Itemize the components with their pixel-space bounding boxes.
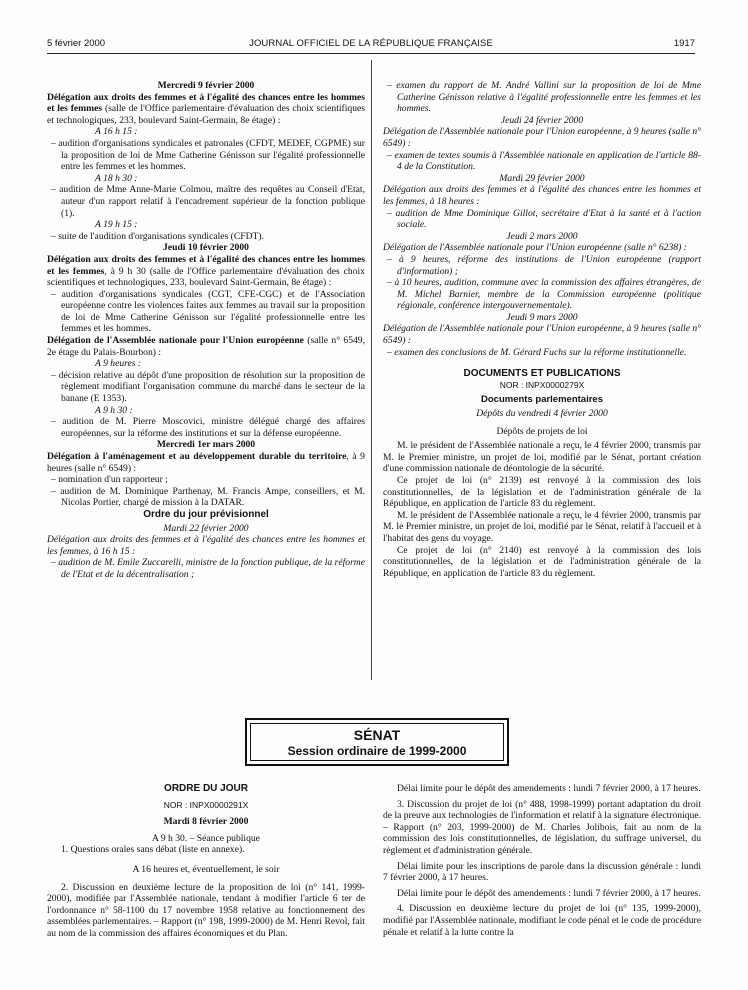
time-slot: A 16 h 15 :	[95, 126, 138, 138]
agenda-item: – audition de M. Dominique Parthenay, M. Francis Ampe, conseillers, et M. Nicolas Portier, chargé de mission à la DATAR.	[51, 485, 365, 509]
agenda-item: – audition de Mme Dominique Gillot, secrétaire d'Etat à la santé et à l'action sociale.	[387, 207, 701, 231]
date-heading: Mardi 29 février 2000	[499, 172, 585, 184]
delegation-entry: Délégation aux droits des femmes et à l'égalité des chances entre les hommes et les femmes (salle de l'Office parlementaire d'évaluation des choix scientifiques et technologiques, 233, boulevard Saint-Germain, 8e étage) :	[47, 91, 366, 126]
right-column	[383, 80, 701, 579]
date-heading: Jeudi 2 mars 2000	[506, 230, 578, 242]
column-divider	[371, 60, 372, 680]
session-time: A 16 heures et, éventuellement, le soir	[132, 863, 280, 875]
deadline-note: Délai limite pour les inscriptions de parole dans la discussion générale : lundi 7 février 2000, à 17 heures.	[383, 860, 701, 884]
agenda-item: – examen de textes soumis à l'Assemblée nationale en application de l'article 88-4 de la Constitution.	[387, 149, 701, 173]
deadline-note: Délai limite pour le dépôt des amendements : lundi 7 février 2000, à 17 heures.	[397, 887, 701, 899]
agenda-item: – examen des conclusions de M. Gérard Fuchs sur la réforme institutionnelle.	[387, 346, 687, 358]
delegation-entry: Délégation de l'Assemblée nationale pour l'Union européenne (salle n° 6549, 2e étage du Palais-Bourbon) :	[47, 335, 365, 358]
section-heading: DOCUMENTS ET PUBLICATIONS	[463, 368, 621, 380]
agenda-item: – à 10 heures, audition, commune avec la commission des affaires étrangères, de M. Michel Barnier, membre de la Commission européenne (politique régionale, conférence intergouvernementale).	[387, 277, 701, 312]
date-heading: Jeudi 10 février 2000	[163, 242, 249, 254]
section-heading: ORDRE DU JOUR	[164, 783, 248, 794]
header-date: 5 février 2000	[47, 38, 106, 49]
left-column	[47, 80, 365, 581]
date-heading: Jeudi 24 février 2000	[500, 114, 584, 126]
paragraph: M. le président de l'Assemblée nationale a reçu, le 4 février 2000, transmis par M. le Premier ministre, un projet de loi, modifié par le Sénat, relatif à l'accueil et à l'habitat des gens du voyage.	[383, 509, 701, 544]
date-heading: Mardi 22 février 2000	[163, 522, 249, 534]
agenda-item: 2. Discussion en deuxième lecture de la proposition de loi (n° 141, 1999-2000), modifiée par l'Assemblée nationale, tendant à modifier l'article 6 ter de l'ordonnance n° 58-1100 du 17 novembre 1958 relative au fonctionnement des assemblées parlementaires. – Rapport (n° 198, 1999-2000) de M. Henri Revol, fait au nom de la commission des affaires économiques et du Plan.	[47, 881, 365, 939]
agenda-item: – audition d'organisations syndicales et patronales (CFDT, MEDEF, CGPME) sur la proposition de loi de Mme Catherine Génisson sur l'égalité professionnelle entre les femmes et les hommes.	[51, 137, 365, 173]
date-heading: Mercredi 9 février 2000	[157, 80, 255, 91]
delegation-entry: Délégation de l'Assemblée nationale pour l'Union européenne (salle n° 6238) :	[383, 242, 687, 254]
agenda-item: – audition de M. Emile Zuccarelli, ministre de la fonction publique, de la réforme de l'Etat et de la décentralisation ;	[51, 557, 365, 580]
agenda-item: – suite de l'audition d'organisations syndicales (CFDT).	[51, 230, 264, 242]
agenda-item: – audition de Mme Anne-Marie Colmou, maître des requêtes au Conseil d'Etat, auteur d'un rapport relatif à l'encadrement supérieur de la fonction publique (1).	[51, 184, 365, 219]
senat-title: SÉNAT	[353, 727, 401, 743]
nor-reference: NOR : INPX0000279X	[499, 379, 585, 390]
paragraph: Ce projet de loi (n° 2139) est renvoyé à la commission des lois constitutionnelles, de la législation et de l'administration générale de la République, en application de l'article 83 du règlement.	[383, 475, 701, 510]
time-slot: A 9 h 30 :	[95, 404, 133, 416]
header-journal-title: JOURNAL OFFICIEL DE LA RÉPUBLIQUE FRANÇAISE	[249, 38, 493, 49]
delegation-entry: Délégation aux droits des femmes et à l'égalité des chances entre les hommes et les femmes, à 16 h 15 :	[47, 534, 365, 557]
session-subtitle: Session ordinaire de 1999-2000	[287, 744, 467, 758]
deposit-type: Dépôts de projets de loi	[496, 425, 588, 437]
senat-title-box	[245, 718, 509, 766]
header-rule	[47, 53, 695, 54]
deposit-date: Dépôts du vendredi 4 février 2000	[476, 408, 608, 420]
agenda-item: – à 9 heures, réforme des institutions de l'Union européenne (rapport d'information) ;	[387, 253, 701, 277]
agenda-item: 3. Discussion du projet de loi (n° 488, 1998-1999) portant adaptation du droit de la preuve aux technologies de l'information et relatif à la signature électronique. – Rapport (n° 203, 1999-2000) de M. Charles Jolibois, fait au nom de la commission des lois constitutionnelles, de législation, du suffrage universel, du règlement et d'administration générale.	[383, 798, 701, 856]
agenda-item: – examen du rapport de M. André Vallini sur la proposition de loi de Mme Catherine Génisson relative à l'égalité professionnelle entre les femmes et les hommes.	[387, 80, 701, 115]
deadline-note: Délai limite pour le dépôt des amendements : lundi 7 février 2000, à 17 heures.	[397, 783, 701, 794]
agenda-item: – nomination d'un rapporteur ;	[51, 474, 168, 486]
delegation-entry: Délégation aux droits des femmes et à l'égalité des chances entre les hommes et les femmes, à 18 heures :	[383, 184, 701, 207]
delegation-entry: Délégation à l'aménagement et au développement durable du territoire, à 9 heures (salle n° 6549) :	[47, 451, 365, 474]
session-time: A 9 h 30. – Séance publique	[152, 832, 260, 844]
time-slot: A 18 h 30 :	[95, 172, 138, 184]
paragraph: Ce projet de loi (n° 2140) est renvoyé à la commission des lois constitutionnelles, de la législation et de l'administration générale de la République, en application de l'article 83 du règlement.	[383, 544, 701, 579]
agenda-item: – décision relative au dépôt d'une proposition de résolution sur la proposition de règlement modifiant l'organisation commune du marché dans le secteur de la banane (E 1353).	[51, 369, 365, 405]
date-heading: Mardi 8 février 2000	[163, 816, 249, 828]
bottom-left-column	[47, 783, 365, 940]
agenda-item: – audition de M. Pierre Moscovici, ministre délégué chargé des affaires européennes, sur la réforme des institutions et sur la défense européenne.	[51, 416, 365, 439]
subsection-heading: Documents parlementaires	[481, 394, 603, 406]
date-heading: Mercredi 1er mars 2000	[156, 439, 256, 451]
time-slot: A 9 heures :	[95, 358, 142, 370]
header-page-number: 1917	[673, 38, 695, 49]
paragraph: M. le président de l'Assemblée nationale a reçu, le 4 février 2000, transmis par M. le Premier ministre, un projet de loi, modifié par le Sénat, portant création d'une commission nationale de déontologie de la sécurité.	[383, 440, 701, 475]
delegation-entry: Délégation aux droits des femmes et à l'égalité des chances entre les hommes et les femmes, à 9 h 30 (salle de l'Office parlementaire d'évaluation des choix scientifiques et technologiques, 233, boulevard Saint-Germain, 8e étage) :	[47, 253, 365, 289]
agenda-item: 4. Discussion en deuxième lecture du projet de loi (n° 135, 1999-2000), modifié par l'Assemblée nationale, modifiant le code pénal et le code de procédure pénale et relatif à la lutte contre la	[383, 903, 701, 938]
agenda-item: 1. Questions orales sans débat (liste en annexe).	[61, 844, 245, 856]
delegation-entry: Délégation de l'Assemblée nationale pour l'Union européenne, à 9 heures (salle n° 6549) :	[383, 126, 701, 149]
agenda-item: – audition d'organisations syndicales (CGT, CFE-CGC) et de l'Association européenne contre les violences faites aux femmes au travail sur la proposition de loi de Mme Catherine Génisson sur l'égalité professionnelle entre les femmes et les hommes.	[51, 288, 365, 335]
delegation-entry: Délégation de l'Assemblée nationale pour l'Union européenne, à 9 heures (salle n° 6549) :	[383, 323, 701, 347]
date-heading: Jeudi 9 mars 2000	[506, 311, 578, 323]
bottom-right-column	[383, 783, 701, 938]
page-header	[47, 38, 695, 52]
nor-reference: NOR : INPX0000291X	[163, 799, 249, 810]
time-slot: A 19 h 15 :	[95, 219, 138, 231]
section-heading: Ordre du jour prévisionnel	[143, 508, 269, 520]
